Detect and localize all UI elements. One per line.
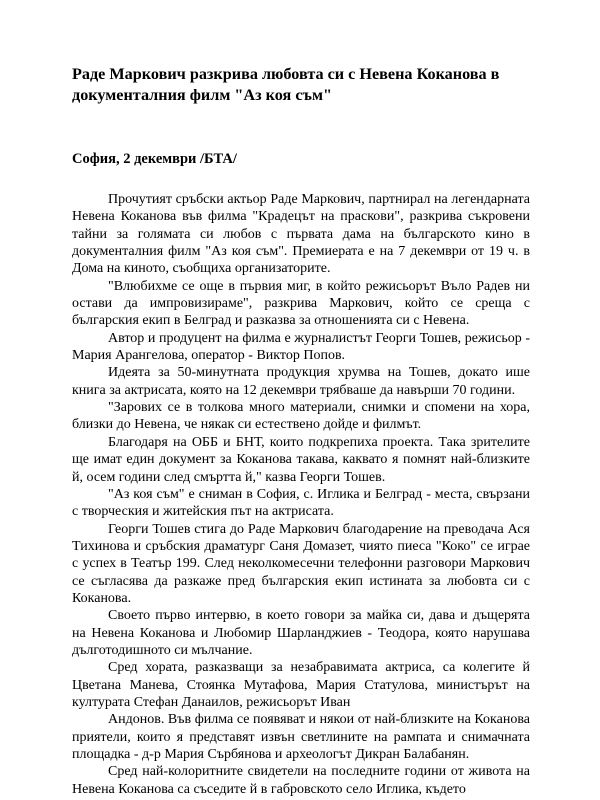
paragraph: Своето първо интервю, в което говори за майка си, дава и дъщерята на Невена Коканова и Любомир Шарланджиев - Теодора, която нарушава дълготодишното си мълчание. [72, 608, 530, 658]
paragraph: Идеята за 50-минутната продукция хрумва на Тошев, докато ише книга за актрисата, която на 12 декември трябваше да навърши 70 години. [72, 365, 530, 398]
paragraph: Сред най-колоритните свидетели на последните години от живота на Невена Коканова са съседите й в габровското село Иглика, където [72, 764, 530, 797]
paragraph: Сред хората, разказващи за незабравимата актриса, са колегите й Цветана Манева, Стоянка Мутафова, Мария Статулова, министърът на културата Стефан Данаилов, режисьорът Иван [72, 660, 530, 710]
document-page [72, 64, 530, 798]
paragraph: "Аз коя съм" е сниман в София, с. Иглика и Белград - места, свързани с творческия и житейския път на актрисата. [72, 486, 530, 520]
paragraph: Автор и продуцент на филма е журналистът Георги Тошев, режисьор - Мария Арангелова, оператор - Виктор Попов. [72, 330, 530, 364]
paragraph: Георги Тошев стига до Раде Маркович благодарение на преводача Ася Тихинова и сръбския драматург Саня Домазет, чиято пиеса "Коко" се играе с успех в Театър 199. След неколкомесечни телефонни разговори Маркович се съгласява да разкаже пред българския екип истината за любовта си с Коканова. [72, 521, 530, 606]
paragraph: "Зарових се в толкова много материали, снимки и спомени на хора, близки до Невена, че някак си естествено дойде и филмът. [72, 400, 530, 433]
paragraph: Андонов. Във филма се появяват и някои от най-близките на Коканова приятели, които я представят извън светлините на рампата и снимачната площадка - д-р Мария Сърбянова и археологът Дикран Балабанян. [72, 712, 530, 762]
article-body [72, 191, 530, 798]
article-title: Раде Маркович разкрива любовта си с Невена Коканова в документалния филм "Аз коя съм" [72, 65, 500, 104]
paragraph: Благодаря на ОББ и БНТ, които подкрепиха проекта. Така зрителите ще имат един документ за Коканова такава, каквато я помнят най-близките й, осем години след смъртта й," казва Георги Тошев. [72, 434, 530, 485]
paragraph: Прочутият сръбски актьор Раде Маркович, партнирал на легендарната Невена Коканова във филма "Крадецът на праскови", разкрива съкровени тайни за голямата си любов с първата дама на българското кино в документалния филм "Аз коя съм". Премиерата е на 7 декември от 19 ч. в Дома на киното, съобщиха организаторите. [72, 192, 530, 277]
paragraph: "Влюбихме се още в първия миг, в който режисьорът Въло Радев ни остави да импровизираме", разкрива Маркович, който се среща с българския екип в Белград и разказва за отношенията си с Невена. [72, 278, 530, 329]
dateline: София, 2 декември /БТА/ [72, 151, 237, 167]
